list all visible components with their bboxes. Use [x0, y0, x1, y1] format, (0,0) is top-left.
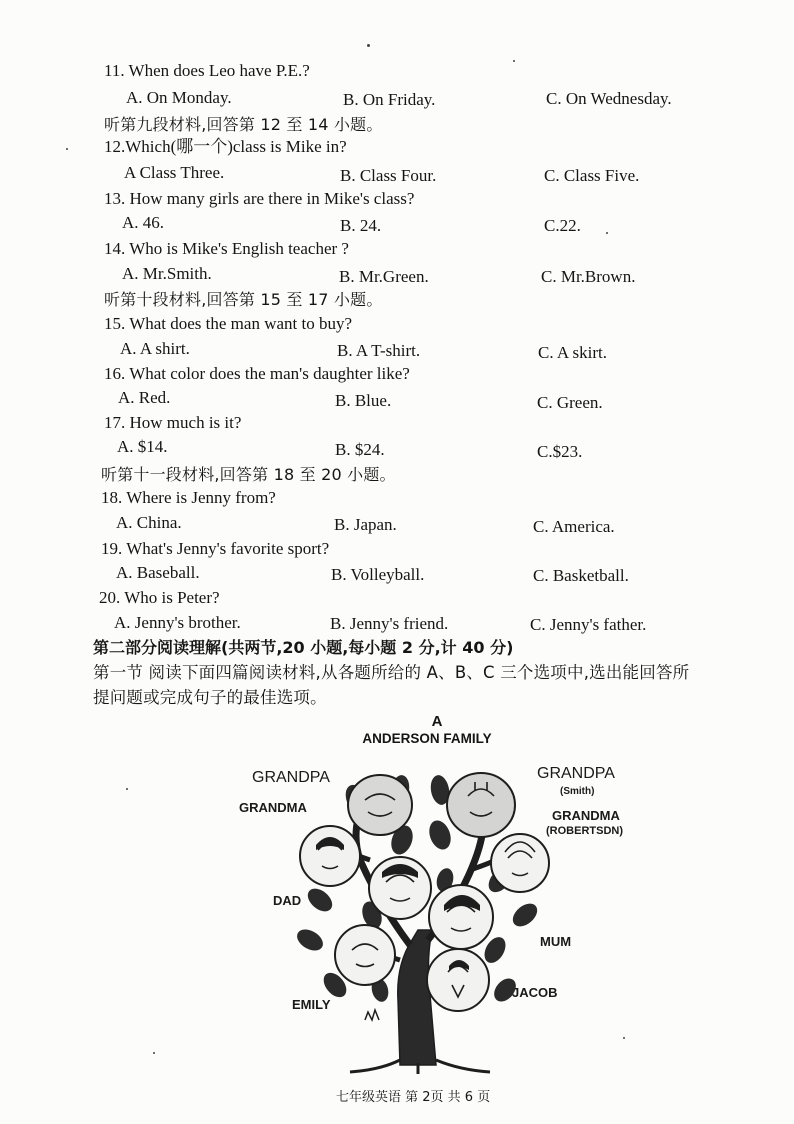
question-stem: 14. Who is Mike's English teacher ? [104, 239, 349, 258]
label-emily: EMILY [292, 997, 331, 1012]
option-c: C.$23. [537, 442, 583, 461]
option-b: B. On Friday. [343, 90, 436, 109]
page-footer: 七年级英语 第 2页 共 6 页 [336, 1090, 491, 1105]
question-stem: 11. When does Leo have P.E.? [104, 61, 310, 80]
option-c: C.22. [544, 216, 581, 235]
section-instruction: 第一节 阅读下面四篇阅读材料,从各题所给的 A、B、C 三个选项中,选出能回答所 [93, 663, 690, 682]
label-mum: MUM [540, 934, 572, 949]
option-b: B. Mr.Green. [339, 267, 429, 286]
section-instruction: 听第十一段材料,回答第 18 至 20 小题。 [101, 465, 396, 484]
option-b: B. Class Four. [340, 166, 437, 185]
option-b: B. 24. [340, 216, 382, 235]
question-stem: 13. How many girls are there in Mike's class? [104, 189, 415, 208]
label-dad: DAD [273, 893, 302, 908]
section-instruction: 听第九段材料,回答第 12 至 14 小题。 [104, 115, 383, 134]
question-stem: 12.Which(哪一个)class is Mike in? [104, 137, 347, 156]
passage-letter: A [431, 713, 443, 730]
option-c: C. Green. [537, 393, 603, 412]
option-a: A. On Monday. [126, 88, 232, 107]
option-a: A Class Three. [124, 163, 225, 182]
question-stem: 18. Where is Jenny from? [101, 488, 276, 507]
part-heading: 第二部分阅读理解(共两节,20 小题,每小题 2 分,计 40 分) [93, 638, 514, 657]
option-c: C. Mr.Brown. [541, 267, 636, 286]
option-a: A. Baseball. [116, 563, 200, 582]
option-c: C. A skirt. [538, 343, 607, 362]
option-b: B. $24. [335, 440, 385, 459]
option-b: B. A T-shirt. [337, 341, 421, 360]
option-b: B. Volleyball. [331, 565, 425, 584]
question-stem: 17. How much is it? [104, 413, 242, 432]
question-stem: 15. What does the man want to buy? [104, 314, 353, 333]
label-grandpa-left: GRANDPA [252, 769, 330, 786]
option-b: B. Jenny's friend. [330, 614, 449, 633]
option-a: A. Red. [118, 388, 171, 407]
option-c: C. Class Five. [544, 166, 640, 185]
option-b: B. Japan. [334, 515, 397, 534]
option-a: A. Jenny's brother. [114, 613, 241, 632]
option-a: A. A shirt. [120, 339, 190, 358]
section-instruction: 提问题或完成句子的最佳选项。 [93, 688, 327, 707]
section-instruction: 听第十段材料,回答第 15 至 17 小题。 [104, 290, 383, 309]
label-jacob: JACOB [512, 985, 558, 1000]
option-c: C. America. [533, 517, 615, 536]
label-grandpa-right: GRANDPA [537, 765, 615, 782]
option-c: C. On Wednesday. [546, 89, 672, 108]
option-c: C. Jenny's father. [530, 615, 647, 634]
option-a: A. $14. [117, 437, 168, 456]
option-a: A. Mr.Smith. [122, 264, 212, 283]
label-grandma-right: GRANDMA [552, 808, 620, 823]
option-a: A. 46. [122, 213, 165, 232]
question-stem: 20. Who is Peter? [99, 588, 220, 607]
label-grandma-left: GRANDMA [239, 800, 307, 815]
label-grandma-right-sub: (ROBERTSDN) [546, 825, 623, 837]
option-a: A. China. [116, 513, 182, 532]
label-grandpa-right-sub: (Smith) [560, 786, 595, 797]
option-b: B. Blue. [335, 391, 392, 410]
question-stem: 16. What color does the man's daughter like? [104, 364, 410, 383]
question-stem: 19. What's Jenny's favorite sport? [101, 539, 330, 558]
option-c: C. Basketball. [533, 566, 629, 585]
passage-title: ANDERSON FAMILY [362, 731, 492, 746]
